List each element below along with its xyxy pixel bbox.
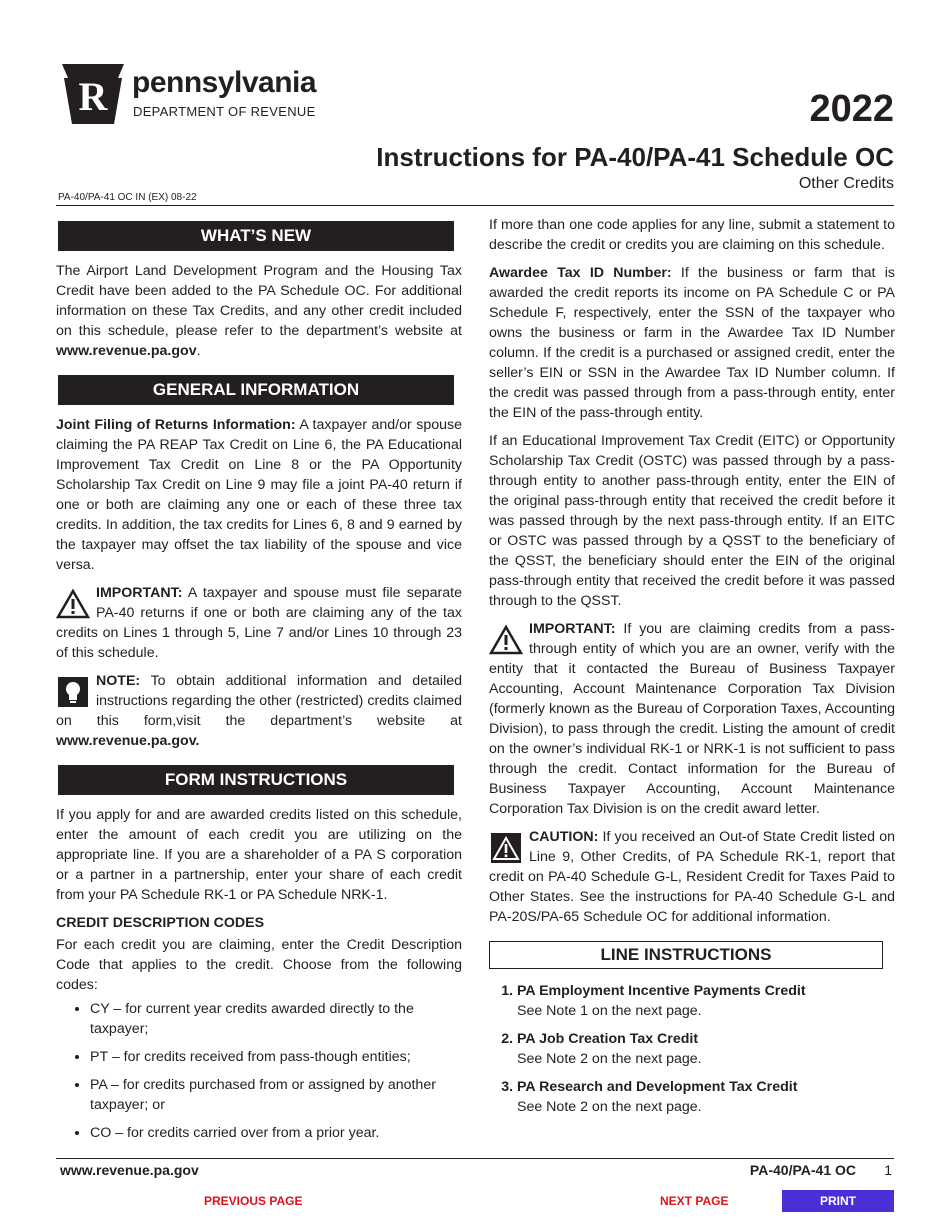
logo-department: DEPARTMENT OF REVENUE	[133, 104, 316, 119]
line-title: PA Job Creation Tax Credit	[517, 1031, 699, 1047]
whats-new-text: The Airport Land Development Program and the Housing Tax Credit have been added to the PA Schedule OC. For additional information on these Tax Credits, and any other credit included on this schedule, please refer to the department’s website at	[56, 263, 462, 339]
line-note: See Note 2 on the next page.	[517, 1099, 702, 1115]
caution-icon	[489, 831, 523, 865]
caution-label: CAUTION:	[529, 829, 599, 845]
note-website-link[interactable]: www.revenue.pa.gov.	[56, 733, 200, 749]
eitc-paragraph: If an Educational Improvement Tax Credit (EITC) or Opportunity Scholarship Tax Credit (OSTC) was passed through by a pass-through entity to another pass-through entity, enter the EIN of the original pass-through entity that received the credit before it was passed through by the next pass-through entity. If an EITC or OSTC was passed through by a QSST to the beneficiary of the QSST, the beneficiary should enter the EIN of the original pass-through entity that received the credit before it was passed through to the QSST.	[489, 433, 895, 609]
awardee-text: If the business or farm that is awarded the credit reports its income on PA Schedule C or PA Schedule F, respectively, enter the SSN of the taxpayer who owns the business or farm in the Awardee Tax ID Number column. If the credit is a purchased or assigned credit, enter the seller’s EIN or SSN in the Awardee Tax ID Number column. If the credit was passed through from a pass-through entity, enter the EIN of the pass-through entity.	[489, 265, 895, 421]
credit-codes-intro: For each credit you are claiming, enter the Credit Description Code that applies to the credit. Choose from the following codes:	[56, 937, 462, 993]
whats-new-tail: .	[196, 343, 201, 359]
important-text: A taxpayer and spouse must file separate PA-40 returns if one or both are claiming any of the tax credits on Lines 1 through 5, Line 7 and/or Lines 10 through 23 of this schedule.	[56, 585, 462, 661]
keystone-logo	[60, 60, 126, 126]
page-subtitle: Other Credits	[798, 175, 894, 192]
note-label: NOTE:	[96, 673, 141, 689]
note-text: To obtain additional information and detailed instructions regarding the other (restricted) credits claimed on this form,visit the department’s website at	[56, 673, 462, 729]
tax-year: 2022	[809, 88, 894, 130]
print-button[interactable]: PRINT	[782, 1190, 894, 1212]
form-instructions-text: If you apply for and are awarded credits listed on this schedule, enter the amount of each credit you are utilizing on the appropriate line. If you are a shareholder of a PA S corporation or a partner in a partnership, enter your share of each credit from your PA Schedule RK-1 or PA Schedule NRK-1.	[56, 807, 462, 903]
whats-new-paragraph	[56, 261, 462, 361]
caution-block	[489, 827, 895, 927]
joint-filing-label: Joint Filing of Returns Information:	[56, 417, 296, 433]
credit-codes-list	[56, 999, 462, 1143]
joint-filing-paragraph	[56, 415, 462, 575]
important-label: IMPORTANT:	[96, 585, 183, 601]
warning-icon	[489, 623, 523, 657]
list-item	[517, 1029, 895, 1069]
logo-letter: R	[78, 74, 108, 119]
logo-wordmark: pennsylvania	[132, 66, 317, 99]
important-text: If you are claiming credits from a pass-through entity of which you are an owner, verify with the entity that it contacted the Bureau of Business Taxpayer Accounting, Account Maintenance Corporation Tax Division (formerly known as the Bureau of Corporation Taxes, Accounting Division), to pass through the credit. Listing the amount of credit on the owner’s individual RK-1 or NRK-1 is not sufficient to pass through the credit. Contact information for the Bureau of Business Taxpayer Accounting, Account Maintenance Corporation Tax Division is on the credit award letter.	[489, 621, 895, 817]
line-note: See Note 2 on the next page.	[517, 1051, 702, 1067]
list-item	[517, 1077, 895, 1117]
joint-filing-text: A taxpayer and/or spouse claiming the PA REAP Tax Credit on Line 6, the PA Educational Improvement Tax Credit on Line 8 or the PA Opportunity Scholarship Tax Credit on Line 9 may file a joint PA-40 return if one or both are claiming any one or each of these three tax credits. In addition, the tax credits for Lines 6, 8 and 9 earned by the taxpayer may offset the tax liability of the spouse and vice versa.	[56, 417, 462, 573]
caution-text: If you received an Out-of State Credit listed on Line 9, Other Credits, of PA Schedule RK-1, report that credit on PA-40 Schedule G-L, Resident Credit for Taxes Paid to Other States. See the instructions for PA-40 Schedule G-L and PA-20S/PA-65 Schedule OC for additional information.	[489, 829, 895, 925]
important-pass-through	[489, 619, 895, 819]
line-title: PA Research and Development Tax Credit	[517, 1079, 798, 1095]
right-column	[489, 215, 895, 1125]
left-column	[56, 215, 462, 1151]
list-item: • PT – for credits received from pass-though entities;	[90, 1047, 462, 1067]
website-link[interactable]: www.revenue.pa.gov	[56, 343, 197, 359]
list-item	[517, 981, 895, 1021]
more-codes-text: If more than one code applies for any line, submit a statement to describe the credit or credits you are claiming on this schedule.	[489, 217, 895, 253]
previous-page-button[interactable]: PREVIOUS PAGE	[204, 1194, 303, 1208]
footer-website[interactable]: www.revenue.pa.gov	[60, 1162, 199, 1178]
whats-new-heading: WHAT’S NEW	[58, 221, 454, 251]
line-title: PA Employment Incentive Payments Credit	[517, 983, 806, 999]
form-instructions-heading: FORM INSTRUCTIONS	[58, 765, 454, 795]
important-note	[56, 583, 462, 663]
awardee-label: Awardee Tax ID Number:	[489, 265, 672, 281]
line-note: See Note 1 on the next page.	[517, 1003, 702, 1019]
awardee-paragraph	[489, 263, 895, 423]
line-instructions-list	[489, 981, 895, 1117]
header-divider	[56, 205, 894, 206]
page-title: Instructions for PA-40/PA-41 Schedule OC	[376, 142, 894, 172]
general-info-heading: GENERAL INFORMATION	[58, 375, 454, 405]
list-item: • PA – for credits purchased from or assigned by another taxpayer; or	[90, 1075, 462, 1115]
list-item: • CO – for credits carried over from a prior year.	[90, 1123, 462, 1143]
page-number: 1	[884, 1162, 892, 1178]
next-page-button[interactable]: NEXT PAGE	[660, 1194, 729, 1208]
note-block	[56, 671, 462, 751]
lightbulb-icon	[56, 675, 90, 709]
list-item: • CY – for current year credits awarded directly to the taxpayer;	[90, 999, 462, 1039]
warning-icon	[56, 587, 90, 621]
footer-divider	[56, 1158, 894, 1159]
line-instructions-heading: LINE INSTRUCTIONS	[489, 941, 883, 969]
form-code: PA-40/PA-41 OC IN (EX) 08-22	[58, 192, 197, 203]
footer-form-code: PA-40/PA-41 OC	[749, 1162, 856, 1178]
important-label: IMPORTANT:	[529, 621, 616, 637]
credit-codes-heading: CREDIT DESCRIPTION CODES	[56, 915, 265, 931]
